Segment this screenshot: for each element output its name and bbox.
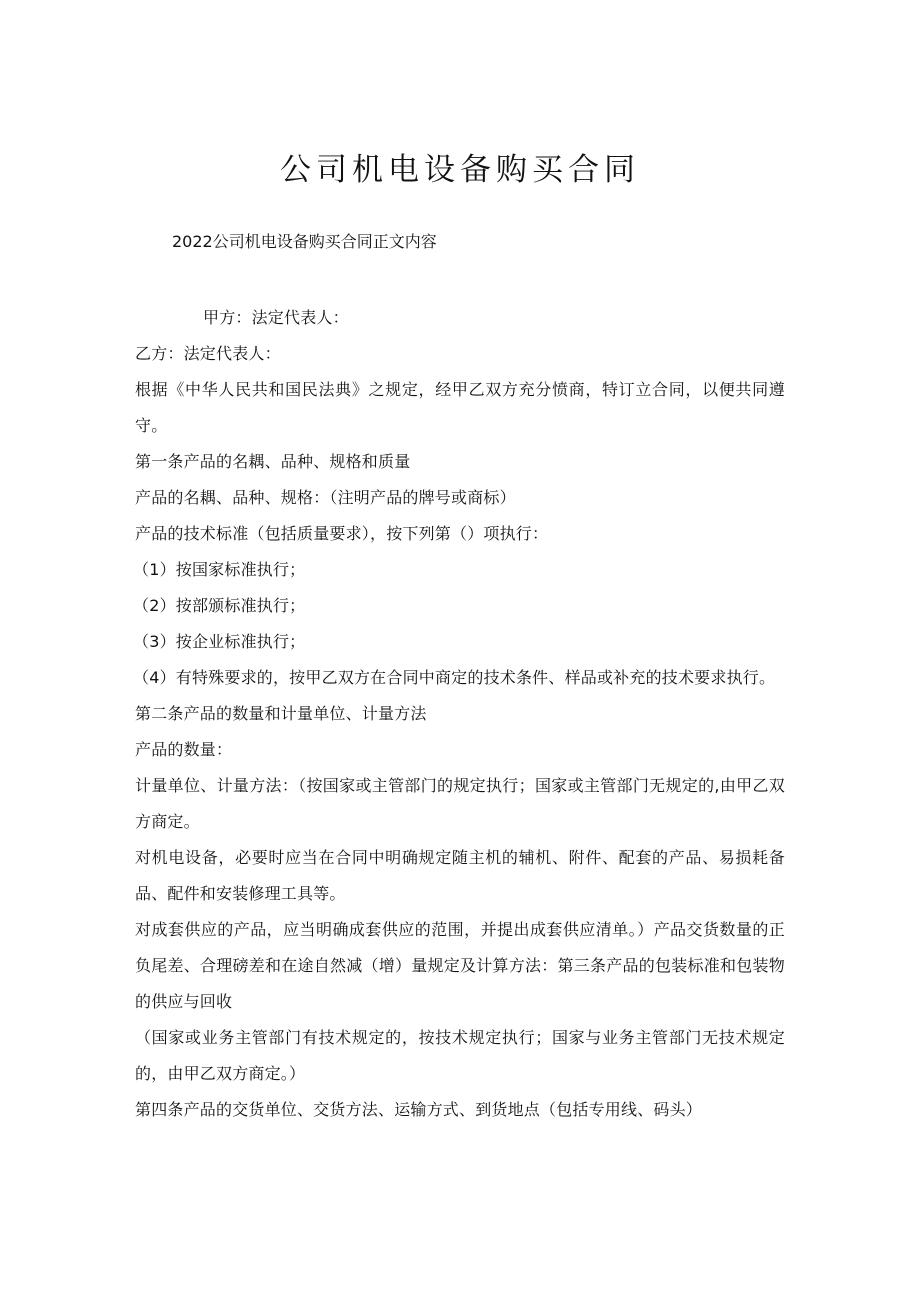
measurement-method-paragraph: 计量单位、计量方法：（按国家或主管部门的规定执行；国家或主管部门无规定的,由甲乙双方商定。 (135, 776, 785, 831)
document-title: 公司机电设备购买合同 (280, 152, 640, 188)
article-4-heading: 第四条产品的交货单位、交货方法、运输方式、到货地点（包括专用线、码头） (135, 1100, 703, 1119)
preamble-paragraph: 根据《中华人民共和国民法典》之规定，经甲乙双方充分愤商，特订立合同，以便共同遵守。 (135, 380, 785, 435)
product-quantity-line: 产品的数量： (135, 740, 233, 759)
list-item-1: （1）按国家标准执行； (133, 560, 306, 579)
packaging-standard-paragraph: （国家或业务主管部门有技术规定的，按技术规定执行；国家与业务主管部门无技术规定的，由甲乙双方商定。） (135, 1028, 785, 1083)
equipment-accessories-paragraph: 对机电设备，必要时应当在合同中明确规定随主机的辅机、附件、配套的产品、易损耗备品、配件和安装修理工具等。 (135, 848, 785, 903)
article-1-heading: 第一条产品的名耦、品种、规格和质量 (135, 452, 411, 471)
complete-set-paragraph: 对成套供应的产品，应当明确成套供应的范围，并提出成套供应清单。）产品交货数量的正负尾差、合理磅差和在途自然减（增）量规定及计算方法：第三条产品的包装标准和包装物的供应与回收 (135, 920, 785, 1011)
party-a-line: 甲方：法定代表人： (203, 308, 349, 327)
product-name-line: 产品的名耦、品种、规格：（注明产品的牌号或商标） (135, 488, 516, 507)
party-b-line: 乙方：法定代表人： (135, 344, 281, 363)
document-subtitle: 2022公司机电设备购买合同正文内容 (172, 232, 437, 251)
list-item-2: （2）按部颁标准执行； (133, 596, 306, 615)
list-item-3: （3）按企业标准执行； (133, 632, 306, 651)
technical-standard-line: 产品的技术标准（包括质量要求），按下列第（）项执行： (135, 524, 549, 543)
article-2-heading: 第二条产品的数量和计量单位、计量方法 (135, 704, 427, 723)
list-item-4: （4）有特殊要求的，按甲乙双方在合同中商定的技术条件、样品或补充的技术要求执行。 (133, 668, 776, 687)
document-body (135, 300, 785, 1128)
